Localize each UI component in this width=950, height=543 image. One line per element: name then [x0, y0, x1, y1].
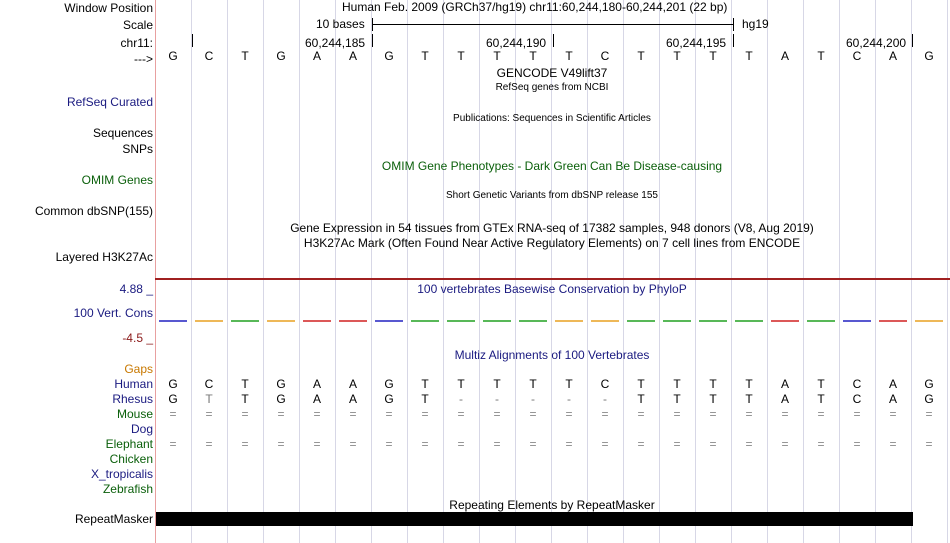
elephant-base: = — [277, 437, 285, 451]
phylop-mark — [231, 320, 259, 322]
base: T — [457, 49, 465, 63]
elephant-base: = — [241, 437, 249, 451]
human-base: A — [312, 377, 321, 391]
grid-line — [443, 0, 444, 543]
rhesus-base: T — [421, 392, 429, 406]
mouse-base: = — [529, 407, 537, 421]
grid-line — [695, 0, 696, 543]
phylop-mark — [807, 320, 835, 322]
refseq-title[interactable]: RefSeq genes from NCBI — [495, 82, 609, 93]
phylop-mark — [843, 320, 871, 322]
mouse-base: = — [241, 407, 249, 421]
base: T — [421, 49, 429, 63]
phylop-mark — [483, 320, 511, 322]
gtex-title[interactable]: Gene Expression in 54 tissues from GTEx RNA-seq of 17382 samples, 948 donors (V8, Aug 2019) — [290, 221, 814, 235]
elephant-base: = — [493, 437, 501, 451]
coord-label: 60,244,200 — [846, 36, 907, 50]
repeatmasker-feature[interactable] — [156, 512, 913, 526]
phylop-max-label: 4.88 _ — [119, 282, 153, 296]
multiz-title[interactable]: Multiz Alignments of 100 Vertebrates — [454, 348, 650, 362]
rhesus-base: T — [673, 392, 681, 406]
window-position-label: Window Position — [64, 1, 153, 15]
track-label-chicken[interactable]: Chicken — [109, 452, 153, 466]
mouse-base: = — [709, 407, 717, 421]
human-base: C — [852, 377, 862, 391]
track-label-sequences[interactable]: Sequences — [92, 126, 153, 140]
elephant-base: = — [673, 437, 681, 451]
grid-line — [263, 0, 264, 543]
phylop-mark — [159, 320, 187, 322]
human-base: A — [780, 377, 789, 391]
human-base: A — [888, 377, 897, 391]
coord-label: 60,244,195 — [666, 36, 727, 50]
rhesus-base: - — [459, 392, 463, 406]
track-label-cons[interactable]: 100 Vert. Cons — [73, 306, 153, 320]
base: T — [529, 49, 537, 63]
phylop-mark — [771, 320, 799, 322]
base: A — [312, 49, 321, 63]
elephant-base: = — [853, 437, 861, 451]
rhesus-base: G — [276, 392, 286, 406]
rhesus-base: T — [709, 392, 717, 406]
track-label-xtropicalis[interactable]: X_tropicalis — [90, 467, 153, 481]
mouse-base: = — [673, 407, 681, 421]
track-label-repeatmasker[interactable]: RepeatMasker — [74, 512, 153, 526]
elephant-base: = — [169, 437, 177, 451]
human-base: T — [457, 377, 465, 391]
label-separator — [155, 0, 156, 543]
rhesus-base: T — [745, 392, 753, 406]
rhesus-base: G — [384, 392, 394, 406]
phylop-mark — [303, 320, 331, 322]
mouse-base: = — [205, 407, 213, 421]
grid-line — [623, 0, 624, 543]
elephant-base: = — [349, 437, 357, 451]
chrom-label: chr11: — [120, 36, 153, 50]
mouse-base: = — [169, 407, 177, 421]
base: G — [384, 49, 394, 63]
base: C — [600, 49, 610, 63]
base: C — [852, 49, 862, 63]
phylop-mark — [375, 320, 403, 322]
phylop-mark — [663, 320, 691, 322]
window-position-text: Human Feb. 2009 (GRCh37/hg19) chr11:60,244,180-60,244,201 (22 bp) — [342, 0, 728, 14]
phylop-mark — [591, 320, 619, 322]
mouse-base: = — [457, 407, 465, 421]
track-label-mouse[interactable]: Mouse — [116, 407, 153, 421]
rhesus-base: - — [531, 392, 535, 406]
human-base: T — [637, 377, 645, 391]
base: T — [637, 49, 645, 63]
grid-line — [371, 0, 372, 543]
elephant-base: = — [745, 437, 753, 451]
elephant-base: = — [817, 437, 825, 451]
base: T — [673, 49, 681, 63]
mouse-base: = — [889, 407, 897, 421]
mouse-base: = — [853, 407, 861, 421]
phylop-mark — [735, 320, 763, 322]
publications-title[interactable]: Publications: Sequences in Scientific Articles — [453, 113, 651, 124]
rhesus-base: A — [780, 392, 789, 406]
mouse-base: = — [385, 407, 393, 421]
rhesus-base: G — [924, 392, 934, 406]
base: T — [565, 49, 573, 63]
grid-line — [299, 0, 300, 543]
track-label-zebrafish[interactable]: Zebrafish — [102, 482, 153, 496]
rhesus-base: G — [168, 392, 178, 406]
elephant-base: = — [709, 437, 717, 451]
phylop-mark — [339, 320, 367, 322]
grid-line — [803, 0, 804, 543]
human-base: T — [493, 377, 501, 391]
track-label-snps[interactable]: SNPs — [122, 142, 153, 156]
mouse-base: = — [745, 407, 753, 421]
grid-line — [191, 0, 192, 543]
strand-label: ---> — [134, 52, 153, 66]
mouse-base: = — [925, 407, 933, 421]
scale-assembly: hg19 — [742, 17, 769, 31]
track-label-refseq[interactable]: RefSeq Curated — [66, 95, 153, 109]
grid-line — [947, 0, 948, 543]
base: G — [924, 49, 934, 63]
human-base: T — [565, 377, 573, 391]
phylop-mark — [627, 320, 655, 322]
human-base: T — [709, 377, 717, 391]
phylop-mark — [879, 320, 907, 322]
base: A — [780, 49, 789, 63]
mouse-base: = — [349, 407, 357, 421]
human-base: C — [600, 377, 610, 391]
track-divider — [155, 278, 950, 280]
human-base: G — [384, 377, 394, 391]
human-base: G — [168, 377, 178, 391]
base: T — [817, 49, 825, 63]
omim-title[interactable]: OMIM Gene Phenotypes - Dark Green Can Be Disease-causing — [381, 159, 723, 173]
phylop-mark — [555, 320, 583, 322]
elephant-base: = — [925, 437, 933, 451]
rhesus-base: - — [603, 392, 607, 406]
human-base: T — [745, 377, 753, 391]
grid-line — [911, 0, 912, 543]
human-base: G — [924, 377, 934, 391]
mouse-base: = — [565, 407, 573, 421]
gencode-title[interactable]: GENCODE V49lift37 — [496, 66, 608, 80]
rhesus-base: T — [205, 392, 213, 406]
elephant-base: = — [385, 437, 393, 451]
grid-line — [335, 0, 336, 543]
grid-line — [839, 0, 840, 543]
human-base: T — [421, 377, 429, 391]
track-label-rhesus[interactable]: Rhesus — [112, 392, 153, 406]
base: A — [348, 49, 357, 63]
human-base: T — [241, 377, 249, 391]
elephant-base: = — [313, 437, 321, 451]
rhesus-base: T — [817, 392, 825, 406]
rhesus-base: A — [888, 392, 897, 406]
human-base: T — [673, 377, 681, 391]
base: G — [168, 49, 178, 63]
base: T — [745, 49, 753, 63]
coord-label: 60,244,185 — [305, 36, 366, 50]
elephant-base: = — [421, 437, 429, 451]
track-label-elephant[interactable]: Elephant — [105, 437, 153, 451]
elephant-base: = — [637, 437, 645, 451]
base: C — [204, 49, 214, 63]
rhesus-base: A — [312, 392, 321, 406]
track-label-human[interactable]: Human — [114, 377, 153, 391]
h3k27ac-title[interactable]: H3K27Ac Mark (Often Found Near Active Regulatory Elements) on 7 cell lines from ENCODE — [303, 236, 801, 250]
rhesus-base: A — [348, 392, 357, 406]
mouse-base: = — [817, 407, 825, 421]
mouse-base: = — [277, 407, 285, 421]
track-label-omim[interactable]: OMIM Genes — [81, 173, 153, 187]
coord-tick — [372, 34, 373, 47]
mouse-base: = — [493, 407, 501, 421]
phylop-mark — [267, 320, 295, 322]
phylop-mark — [915, 320, 943, 322]
human-base: G — [276, 377, 286, 391]
phylop-mark — [195, 320, 223, 322]
phylop-mark — [447, 320, 475, 322]
coord-tick — [553, 34, 554, 47]
track-label-dbsnp[interactable]: Common dbSNP(155) — [34, 204, 153, 218]
grid-line — [875, 0, 876, 543]
elephant-base: = — [205, 437, 213, 451]
phylop-title[interactable]: 100 vertebrates Basewise Conservation by PhyloP — [417, 282, 687, 296]
mouse-base: = — [781, 407, 789, 421]
elephant-base: = — [781, 437, 789, 451]
track-label-dog[interactable]: Dog — [130, 422, 153, 436]
scale-label: Scale — [122, 18, 153, 32]
elephant-base: = — [529, 437, 537, 451]
rhesus-base: T — [241, 392, 249, 406]
base: G — [276, 49, 286, 63]
base: T — [493, 49, 501, 63]
human-base: T — [817, 377, 825, 391]
grid-line — [767, 0, 768, 543]
track-label-gaps[interactable]: Gaps — [124, 362, 153, 376]
elephant-base: = — [565, 437, 573, 451]
mouse-base: = — [601, 407, 609, 421]
grid-line — [227, 0, 228, 543]
elephant-base: = — [601, 437, 609, 451]
coord-tick — [912, 34, 913, 47]
scale-text: 10 bases — [316, 17, 365, 31]
grid-line — [407, 0, 408, 543]
elephant-base: = — [457, 437, 465, 451]
base: T — [709, 49, 717, 63]
human-base: C — [204, 377, 214, 391]
mouse-base: = — [421, 407, 429, 421]
rhesus-base: C — [852, 392, 862, 406]
phylop-mark — [699, 320, 727, 322]
human-base: A — [348, 377, 357, 391]
coord-label: 60,244,190 — [486, 36, 547, 50]
grid-line — [731, 0, 732, 543]
grid-line — [479, 0, 480, 543]
rhesus-base: - — [567, 392, 571, 406]
coord-tick — [192, 34, 193, 47]
rhesus-base: - — [495, 392, 499, 406]
mouse-base: = — [637, 407, 645, 421]
base: T — [241, 49, 249, 63]
base: A — [888, 49, 897, 63]
phylop-min-label: -4.5 _ — [122, 331, 153, 345]
coord-tick — [733, 34, 734, 47]
dbsnp-title[interactable]: Short Genetic Variants from dbSNP release 155 — [446, 190, 658, 201]
phylop-mark — [411, 320, 439, 322]
mouse-base: = — [313, 407, 321, 421]
track-label-h3k27ac[interactable]: Layered H3K27Ac — [55, 250, 153, 264]
repeatmasker-title[interactable]: Repeating Elements by RepeatMasker — [449, 498, 655, 512]
human-base: T — [529, 377, 537, 391]
rhesus-base: T — [637, 392, 645, 406]
elephant-base: = — [889, 437, 897, 451]
phylop-mark — [519, 320, 547, 322]
grid-line — [659, 0, 660, 543]
